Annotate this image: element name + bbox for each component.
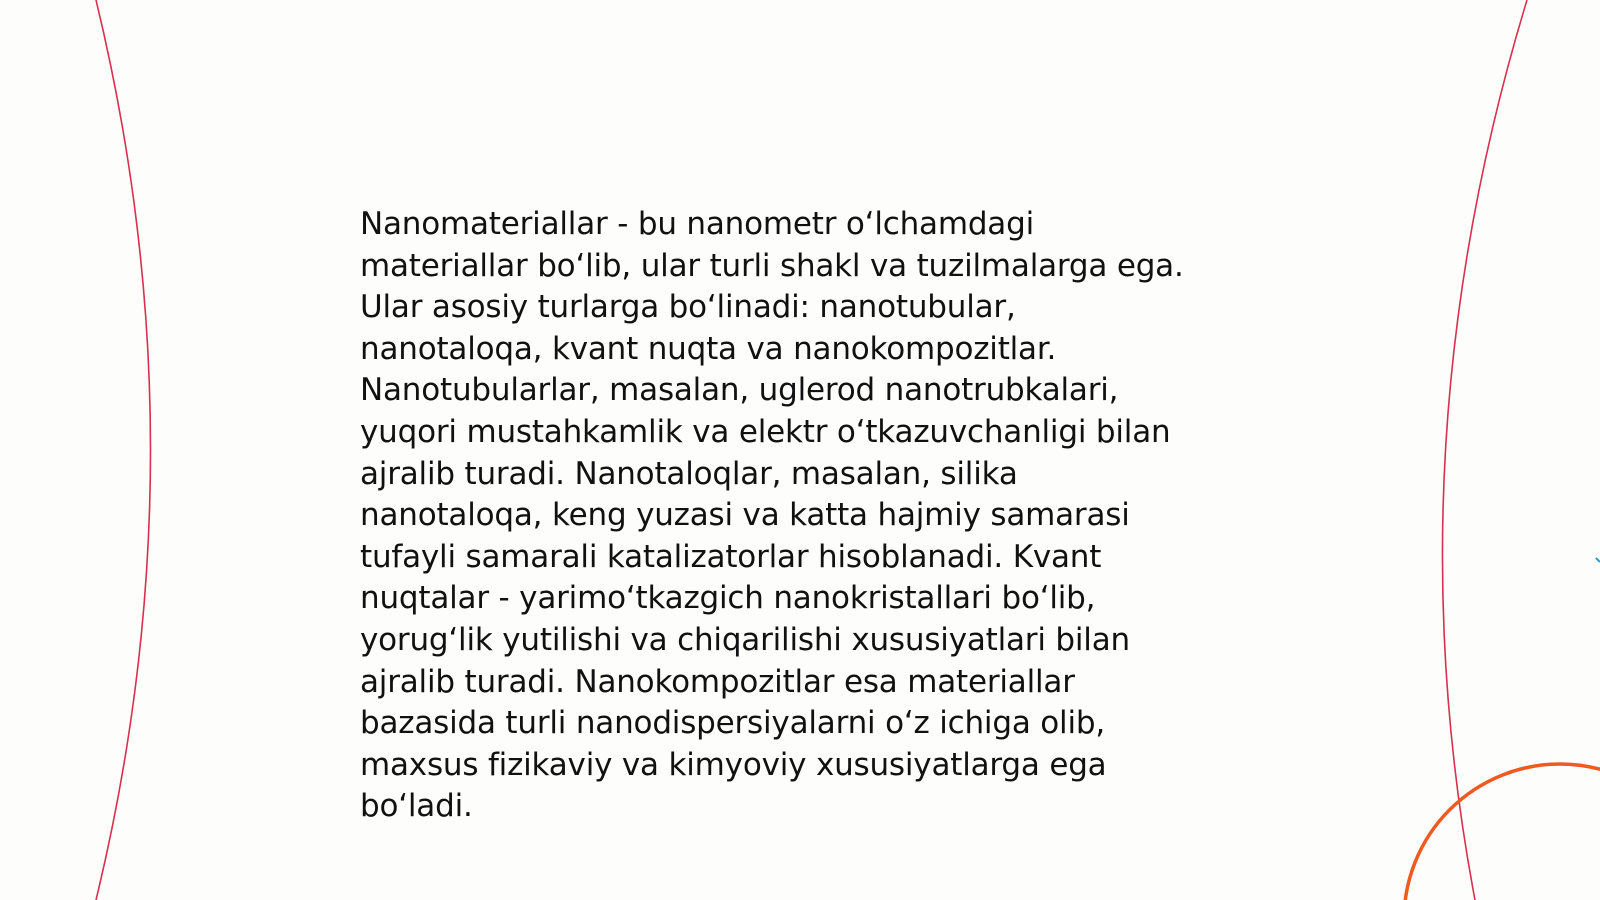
text-line: yuqori mustahkamlik va elektr o‘tkazuvchanligi bilan	[360, 413, 1171, 450]
text-line: ajralib turadi. Nanotaloqlar, masalan, silika	[360, 455, 1018, 492]
text-line: tufayli samarali katalizatorlar hisoblanadi. Kvant	[360, 538, 1102, 575]
blue-accent-mark	[1596, 558, 1600, 562]
text-line: ajralib turadi. Nanokompozitlar esa materiallar	[360, 663, 1075, 700]
right-curve-line	[1442, 0, 1527, 900]
text-line: Nanomateriallar - bu nanometr o‘lchamdagi	[360, 206, 1034, 242]
body-paragraph	[360, 204, 1240, 828]
text-line: yorug‘lik yutilishi va chiqarilishi xususiyatlari bilan	[360, 621, 1130, 658]
text-line: nuqtalar - yarimo‘tkazgich nanokristallari bo‘lib,	[360, 580, 1096, 617]
orange-accent-circle	[1404, 764, 1600, 900]
text-line: bazasida turli nanodispersiyalarni o‘z ichiga olib,	[360, 705, 1106, 742]
text-line: nanotaloqa, keng yuzasi va katta hajmiy samarasi	[360, 497, 1130, 534]
left-curve-line	[96, 0, 151, 900]
text-line: maxsus fizikaviy va kimyoviy xususiyatlarga ega	[360, 746, 1107, 783]
text-line: Nanotubularlar, masalan, uglerod nanotrubkalari,	[360, 372, 1119, 409]
text-line: nanotaloqa, kvant nuqta va nanokompozitlar.	[360, 330, 1057, 367]
text-line: Ular asosiy turlarga bo‘linadi: nanotubular,	[360, 289, 1016, 326]
text-line: bo‘ladi.	[360, 788, 473, 825]
text-line: materiallar bo‘lib, ular turli shakl va tuzilmalarga ega.	[360, 247, 1184, 284]
